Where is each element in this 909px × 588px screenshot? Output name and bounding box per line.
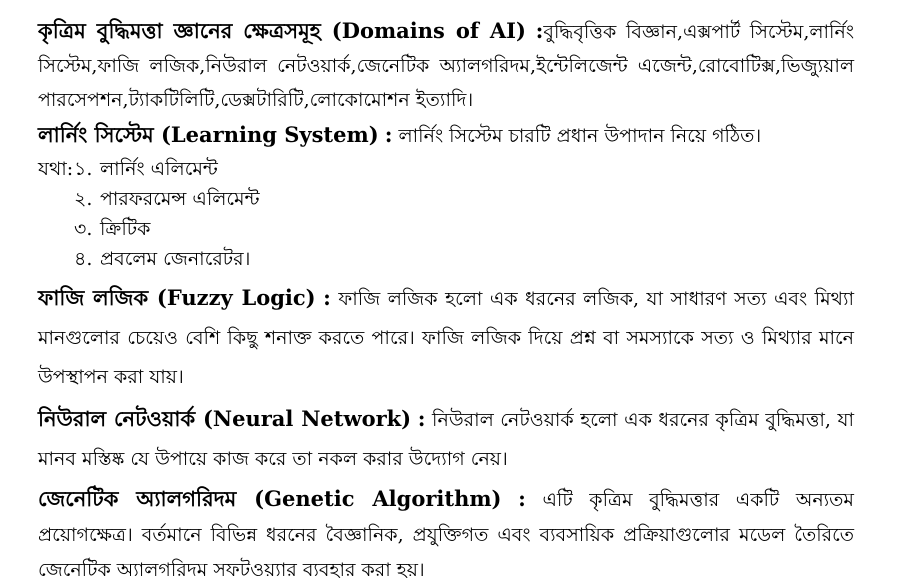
fuzzy-separator: : (323, 285, 331, 310)
neural-heading: নিউরাল নেটওয়ার্ক (Neural Network) (38, 406, 412, 431)
learning-separator: : (384, 122, 393, 147)
neural-separator: : (417, 406, 426, 431)
learning-paragraph (38, 117, 854, 154)
neural-paragraph (38, 399, 854, 479)
list-number: ৩. (74, 218, 93, 240)
learning-components-list (38, 154, 854, 274)
domains-heading: কৃত্রিম বুদ্ধিমত্তা জ্ঞানের ক্ষেত্রসমূহ (Domains of AI) (38, 18, 526, 43)
list-item (38, 244, 854, 274)
genetic-body: এটি কৃত্রিম বুদ্ধিমত্তার একটি অন্যতম প্রয়োগক্ষেত্র। বর্তমানে বিভিন্ন ধরনের বৈজ্ঞানিক, প্রযুক্তিগত এবং ব্যবসায়িক প্রক্রিয়াগুলোর মডেল তৈরিতে জেনেটিক অ্যালগরিদম সফটওয়্যার ব্যবহার করা হয়। (38, 489, 854, 581)
list-number: ৪. (74, 248, 93, 270)
domains-separator: : (535, 18, 544, 43)
list-lead: যথা: (38, 158, 74, 180)
fuzzy-body: ফাজি লজিক হলো এক ধরনের লজিক, যা সাধারণ সত্য এবং মিথ্যা মানগুলোর চেয়েও বেশি কিছু শনাক্ত করতে পারে। ফাজি লজিক দিয়ে প্রশ্ন বা সমস্যাকে সত্য ও মিথ্যার মানে উপস্থাপন করা যায়। (38, 288, 854, 388)
list-text: প্রবলেম জেনারেটর। (100, 248, 251, 270)
list-number: ১. (74, 158, 93, 180)
genetic-heading: জেনেটিক অ্যালগরিদম (Genetic Algorithm) (38, 486, 502, 511)
learning-body: লার্নিং সিস্টেম চারটি প্রধান উপাদান নিয়ে গঠিত। (398, 125, 762, 147)
fuzzy-heading: ফাজি লজিক (Fuzzy Logic) (38, 285, 316, 310)
document-page (38, 14, 854, 588)
list-item (38, 154, 854, 184)
list-text: লার্নিং এলিমেন্ট (100, 158, 218, 180)
list-item (38, 184, 854, 214)
domains-body: বুদ্ধিবৃত্তিক বিজ্ঞান,এক্সপার্ট সিস্টেম,লার্নিং সিস্টেম,ফাজি লজিক,নিউরাল নেটওয়ার্ক,জেনেটিক অ্যালগরিদম,ইন্টেলিজেন্ট এজেন্ট,রোবোটিক্স,ভিজ্যুয়াল পারসেপশন,ট্যাকটিলিটি,ডেক্সটারিটি,লোকোমোশন ইত্যাদি। (38, 21, 854, 111)
genetic-paragraph (38, 481, 854, 588)
domains-paragraph (38, 14, 854, 117)
neural-body: নিউরাল নেটওয়ার্ক হলো এক ধরনের কৃত্রিম বুদ্ধিমত্তা, যা মানব মস্তিষ্ক যে উপায়ে কাজ করে তা নকল করার উদ্যোগ নেয়। (38, 409, 854, 470)
list-number: ২. (74, 188, 93, 210)
fuzzy-paragraph (38, 278, 854, 397)
list-item (38, 214, 854, 244)
learning-heading: লার্নিং সিস্টেম (Learning System) (38, 122, 379, 147)
list-text: ক্রিটিক (100, 218, 151, 240)
genetic-separator: : (518, 486, 526, 511)
list-text: পারফরমেন্স এলিমেন্ট (100, 188, 260, 210)
